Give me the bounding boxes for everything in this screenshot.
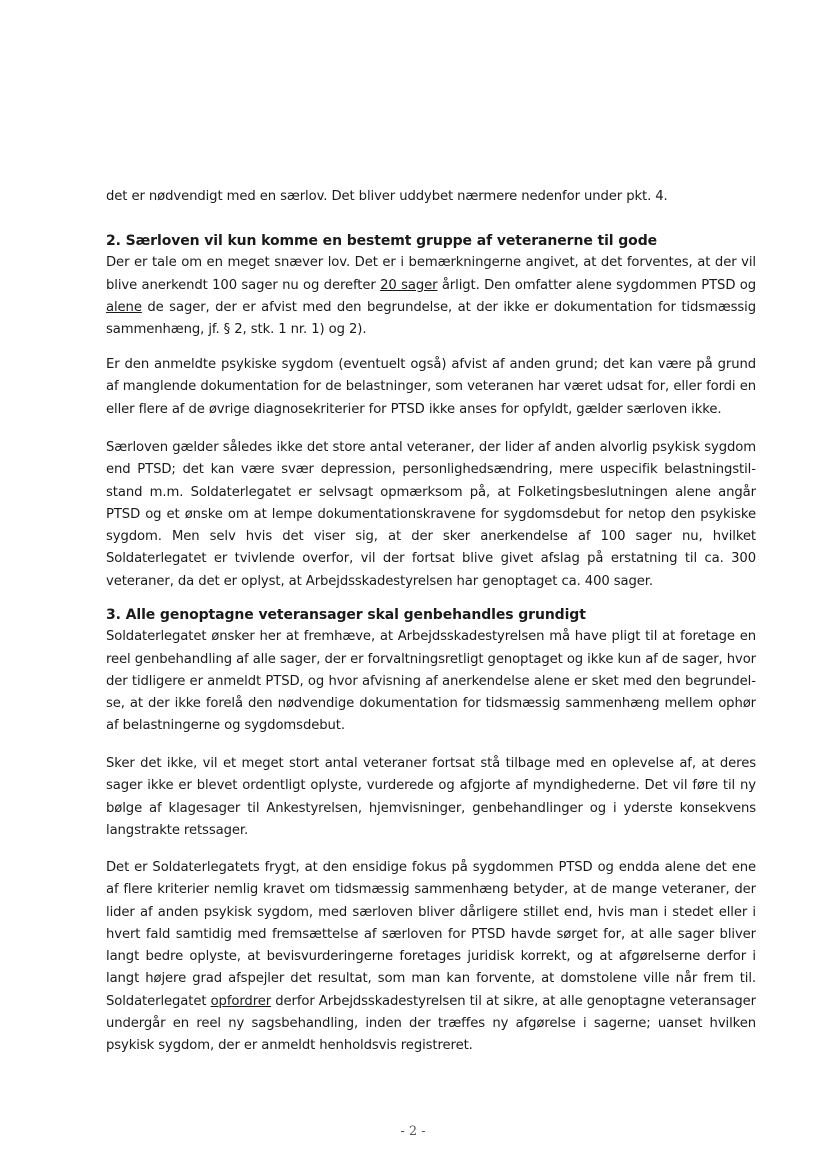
section-2-heading: 2. Særloven vil kun komme en bestemt gruppe af veteranerne til gode — [106, 233, 658, 249]
section-3-paragraph-2: Sker det ikke, vil et meget stort antal veteraner fortsat stå tilbage med en oplevelse af, at deres sager ikke er blevet ordentligt oplyste, vurderede og afgjorte af myndighederne. Det vil føre til ny bølge af klagesager til Ankestyrelsen, hjemvisninger, genbehandlinger og i yderste konsekvens langstrakte retssager. — [106, 756, 756, 838]
underlined-text: 20 sager — [380, 277, 438, 293]
section-3-paragraph-2-block — [106, 753, 756, 842]
underlined-text: alene — [106, 299, 142, 315]
intro-paragraph — [106, 186, 756, 208]
section-2-paragraph-2-block — [106, 354, 756, 421]
underlined-text: opfordrer — [210, 993, 272, 1009]
section-2-paragraph-3: Særloven gælder således ikke det store antal veteraner, der lider af anden alvorlig psykisk sygdom end PTSD; det kan være svær depression, personlighedsændring, mere uspecifik belastningstilstand m.m. Soldaterlegatet er selvsagt opmærksom på, at Folketingsbeslutningen alene angår PTSD og et ønske om at lempe dokumentationskravene for sygdomsdebut for netop den psykiske sygdom. Men selv hvis det viser sig, at der sker anerkendelse af 100 sager nu, hvilket Soldaterlegatet er tvivlende overfor, vil der fortsat blive givet afslag på erstatning til ca. 300 veteraner, da det er oplyst, at Arbejdsskadestyrelsen har genoptaget ca. 400 sager. — [106, 440, 756, 589]
section-3 — [106, 604, 756, 738]
section-2-paragraph-3-block — [106, 437, 756, 593]
section-3-paragraph-3: Det er Soldaterlegatets frygt, at den ensidige fokus på sygdommen PTSD og endda alene det ene af flere kriterier nemlig kravet om tidsmæssig sammenhæng betyder, at de mange veteraner, der lider af anden psykisk sygdom, med særloven bliver dårligere stillet end, hvis man i stedet eller i hvert fald samtidig med fremsættelse af særloven for PTSD havde sørget for, at alle sager bliver langt bedre oplyste, at bevisvurderingerne foretages juridisk korrekt, og at afgørelserne derfor i langt højere grad afspejler det resultat, som man kan forvente, at domstolene ville når frem til. Soldaterlegatet opfordrer derfor Arbejdsskadestyrelsen til at sikre, at alle genoptagne veteransager undergår en reel ny sagsbehandling, inden der træffes ny afgørelse i sagerne; uanset hvilken psykisk sygdom, der er anmeldt henholdsvis registreret. — [106, 860, 756, 1054]
section-2-paragraph-2: Er den anmeldte psykiske sygdom (eventuelt også) afvist af anden grund; det kan være på grund af manglende dokumentation for de belastninger, som veteranen har været udsat for, eller fordi en eller flere af de øvrige diagnosekriterier for PTSD ikke anses for opfyldt, gælder særloven ikke. — [106, 357, 756, 417]
section-3-paragraph-3-block — [106, 857, 756, 1058]
section-3-paragraph-1: Soldaterlegatet ønsker her at fremhæve, at Arbejdsskadestyrelsen må have pligt til at foretage en reel genbehandling af alle sager, der er forvaltningsretligt genoptaget og ikke kun af de sager, hvor der tidligere er anmeldt PTSD, og hvor afvisning af anerkendelse alene er sket med den begrundelse, at der ikke forelå den nødvendige dokumentation for tidsmæssig sammenhæng mellem ophør af belastningerne og sygdomsdebut. — [106, 629, 756, 734]
section-3-heading: 3. Alle genoptagne veteransager skal genbehandles grundigt — [106, 607, 586, 623]
section-2-paragraph-1: Der er tale om en meget snæver lov. Det er i bemærkningerne angivet, at det forventes, at der vil blive anerkendt 100 sager nu og derefter 20 sager årligt. Den omfatter alene sygdommen PTSD og alene de sager, der er afvist med den begrundelse, at der ikke er dokumentation for tidsmæssig sammenhæng, jf. § 2, stk. 1 nr. 1) og 2). — [106, 255, 756, 338]
page-number: - 2 - — [400, 1124, 426, 1139]
intro-text: det er nødvendigt med en særlov. Det bliver uddybet nærmere nedenfor under pkt. 4. — [106, 189, 668, 204]
section-2 — [106, 230, 756, 341]
